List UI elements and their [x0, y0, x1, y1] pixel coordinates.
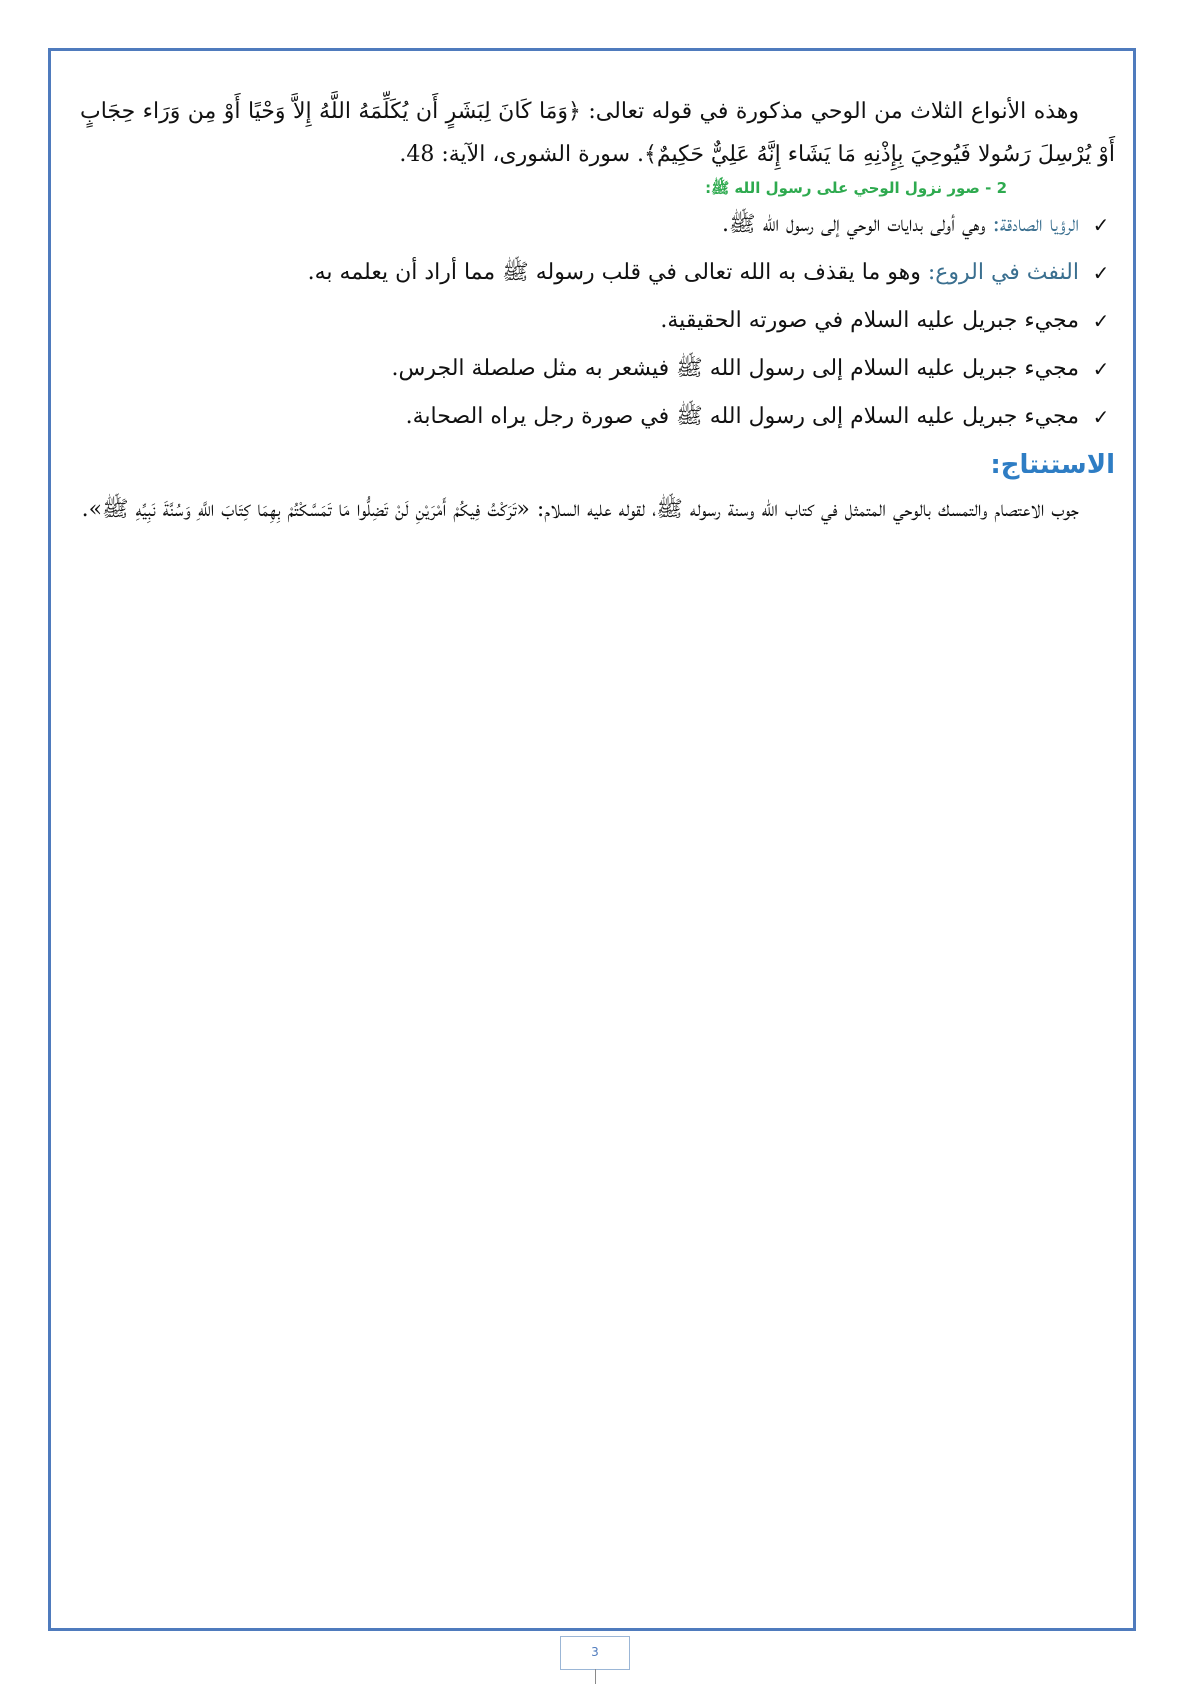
list-item-text: [406, 394, 1079, 440]
list-item-body: مجيء جبريل عليه السلام إلى رسول الله ﷺ فيشعر به مثل صلصلة الجرس.: [391, 356, 1079, 381]
check-icon: ✓: [1092, 213, 1110, 237]
conclusion-heading: الاستنتاج:: [990, 450, 1115, 480]
section-subheading: 2 - صور نزول الوحي على رسول الله ﷺ:: [705, 179, 1007, 197]
intro-paragraph: وهذه الأنواع الثلاث من الوحي مذكورة في قوله تعالى: ﴿وَمَا كَانَ لِبَشَرٍ أَن يُكَلِّمَهُ اللَّهُ إِلاَّ وَحْيًا أَوْ مِن وَرَاء حِجَابٍ أَوْ يُرْسِلَ رَسُولا فَيُوحِيَ بِإِذْنِهِ مَا يَشَاء إِنَّهُ عَلِيٌّ حَكِيمٌ﴾. سورة الشورى، الآية: 48.: [80, 99, 1115, 167]
check-icon: ✓: [1092, 261, 1110, 285]
page-number-divider: [595, 1669, 596, 1684]
list-item-body: مجيء جبريل عليه السلام في صورته الحقيقية.: [660, 308, 1079, 333]
list-item-body: وهو ما يقذف به الله تعالى في قلب رسوله ﷺ مما أراد أن يعلمه به.: [307, 260, 928, 285]
page-number: 3: [560, 1636, 630, 1670]
list-item-text: [308, 250, 1079, 296]
list-item-body: وهي أولى بدايات الوحي إلى رسول الله ﷺ.: [722, 212, 993, 237]
check-icon: ✓: [1092, 405, 1110, 429]
list-item: [80, 394, 1115, 440]
list-item-term: النفث في الروع:: [927, 260, 1079, 285]
list-item: [80, 250, 1115, 296]
check-icon: ✓: [1092, 309, 1110, 333]
list-item: [80, 346, 1115, 392]
list-item-body: مجيء جبريل عليه السلام إلى رسول الله ﷺ في صورة رجل يراه الصحابة.: [405, 404, 1079, 429]
list-item-text: [722, 202, 1079, 248]
list-item-text: [660, 298, 1079, 344]
list-item: [80, 298, 1115, 344]
list-item: [80, 202, 1115, 248]
page-content: [80, 90, 1115, 531]
conclusion-paragraph: جوب الاعتصام والتمسك بالوحي المتمثل في كتاب الله وسنة رسوله ﷺ، لقوله عليه السلام: «تَرَكْتُ فِيكُمْ أَمْرَيْنِ لَنْ تَضِلُّوا مَا تَمَسَّكْتُمْ بِهِمَا كِتَابَ اللَّهِ وَسُنَّةَ نَبِيِّهِ ﷺ».: [81, 497, 1079, 522]
revelation-forms-list: [80, 202, 1115, 440]
check-icon: ✓: [1092, 357, 1110, 381]
list-item-text: [392, 346, 1079, 392]
list-item-term: الرؤيا الصادقة:: [992, 212, 1079, 237]
